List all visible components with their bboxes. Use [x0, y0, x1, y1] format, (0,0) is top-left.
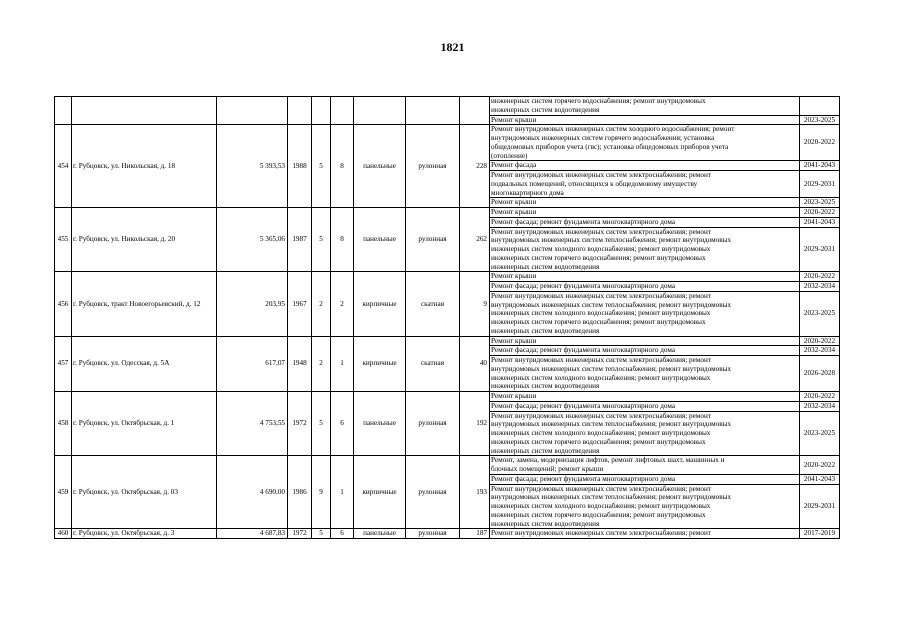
- residents-count: 9: [460, 272, 490, 336]
- work-period: 2041-2043: [800, 161, 840, 171]
- work-description: [490, 346, 800, 356]
- work-line: Ремонт фасада; ремонт фундамента многоквартирного дома: [491, 282, 676, 290]
- total-area: 5 365,06: [217, 208, 288, 272]
- work-period: 2023-2025: [800, 411, 840, 456]
- table-row: [55, 336, 840, 346]
- residents-count: 192: [460, 392, 490, 456]
- work-period: 2029-2031: [800, 227, 840, 272]
- floors-count: 5: [312, 208, 331, 272]
- entrances-count: 8: [331, 208, 354, 272]
- work-line: Ремонт крыши: [491, 336, 537, 345]
- address: г. Рубцовск, ул. Октябрьская, д. 03: [72, 456, 217, 529]
- work-period: 2017-2019: [800, 529, 840, 539]
- work-period: 2032-2034: [800, 282, 840, 292]
- carryover-cell: [354, 97, 406, 125]
- table-row: [55, 272, 840, 282]
- table-row: [55, 529, 840, 539]
- entrances-count: 1: [331, 456, 354, 529]
- work-line: внутридомовых инженерных систем теплоснабжения; ремонт внутридомовых: [491, 420, 732, 429]
- work-description: [490, 282, 800, 292]
- work-line: инженерных систем водоотведения: [491, 105, 600, 114]
- wall-material: кирпичные: [354, 456, 406, 529]
- work-period: 2029-2031: [800, 171, 840, 198]
- work-line: Ремонт крыши: [491, 198, 537, 207]
- work-line: общедомовых приборов учета (гвс); установка общедомовых приборов учета: [491, 142, 729, 151]
- work-description: [490, 272, 800, 282]
- work-line: Ремонт крыши: [491, 115, 537, 124]
- work-description: [490, 401, 800, 411]
- build-year: 1987: [288, 208, 312, 272]
- total-area: 4 687,83: [217, 529, 288, 539]
- work-line: Ремонт внутридомовых инженерных систем электроснабжения; ремонт: [491, 411, 711, 420]
- work-line: инженерных систем водоотведения: [491, 326, 600, 335]
- carryover-cell: [460, 97, 490, 125]
- build-year: 1988: [288, 125, 312, 208]
- roof-type: скатная: [406, 336, 460, 392]
- residents-count: 187: [460, 529, 490, 539]
- work-line: инженерных систем холодного водоснабжения; ремонт внутридомовых: [491, 502, 711, 510]
- roof-type: скатная: [406, 272, 460, 336]
- work-period: 2023-2025: [800, 198, 840, 208]
- table-row: [55, 125, 840, 161]
- work-description: [490, 411, 800, 456]
- address: г. Рубцовск, ул. Одесская, д. 5А: [72, 336, 217, 392]
- carryover-cell: [288, 97, 312, 125]
- work-line: Ремонт внутридомовых инженерных систем электроснабжения; ремонт: [491, 356, 711, 364]
- carryover-cell: [217, 97, 288, 125]
- work-line: Ремонт внутридомовых инженерных систем электроснабжения; ремонт: [491, 291, 711, 300]
- row-number: 458: [55, 392, 72, 456]
- work-description: [490, 356, 800, 392]
- work-line: Ремонт, замена, модернизация лифтов, ремонт лифтовых шахт, машинных и: [491, 456, 725, 465]
- work-description: [490, 161, 800, 171]
- work-line: Ремонт крыши: [491, 208, 537, 216]
- floors-count: 9: [312, 456, 331, 529]
- floors-count: 5: [312, 529, 331, 539]
- floors-count: 2: [312, 336, 331, 392]
- work-period: 2020-2022: [800, 208, 840, 218]
- wall-material: панельные: [354, 529, 406, 539]
- work-line: внутридомовых инженерных систем теплоснабжения; ремонт внутридомовых: [491, 493, 732, 502]
- carryover-cell: [72, 97, 217, 125]
- work-line: инженерных систем водоотведения: [491, 382, 600, 391]
- work-line: инженерных систем горячего водоснабжения; ремонт внутридомовых: [491, 437, 706, 446]
- roof-type: рулонная: [406, 529, 460, 539]
- row-number: 455: [55, 208, 72, 272]
- work-line: инженерных систем горячего водоснабжения; ремонт внутридомовых: [491, 318, 706, 326]
- floors-count: 2: [312, 272, 331, 336]
- work-period: 2032-2034: [800, 346, 840, 356]
- wall-material: кирпичные: [354, 336, 406, 392]
- total-area: 4 690,00: [217, 456, 288, 529]
- work-line: инженерных систем водоотведения: [491, 446, 600, 455]
- work-period: 2020-2022: [800, 392, 840, 402]
- entrances-count: 8: [331, 125, 354, 208]
- address: г. Рубцовск, ул. Октябрьская, д. 3: [72, 529, 217, 539]
- floors-count: 5: [312, 125, 331, 208]
- total-area: 617,07: [217, 336, 288, 392]
- work-period: [800, 97, 840, 116]
- row-number: 454: [55, 125, 72, 208]
- work-description: [490, 291, 800, 336]
- work-period: 2041-2043: [800, 474, 840, 484]
- address: г. Рубцовск, ул. Октябрьская, д. 1: [72, 392, 217, 456]
- table-row: [55, 392, 840, 402]
- work-period: 2020-2022: [800, 125, 840, 161]
- work-line: Ремонт внутридомовых инженерных систем электроснабжения; ремонт: [491, 171, 711, 179]
- roof-type: рулонная: [406, 456, 460, 529]
- carryover-cell: [312, 97, 331, 125]
- work-line: инженерных систем холодного водоснабжения; ремонт внутридомовых: [491, 429, 711, 437]
- work-description: [490, 97, 800, 116]
- row-number: 460: [55, 529, 72, 539]
- entrances-count: 6: [331, 392, 354, 456]
- total-area: 4 753,55: [217, 392, 288, 456]
- work-line: Ремонт внутридомовых инженерных систем электроснабжения; ремонт: [491, 484, 711, 493]
- row-number: 456: [55, 272, 72, 336]
- work-line: многоквартирного дома: [491, 188, 564, 197]
- work-period: 2020-2022: [800, 336, 840, 346]
- total-area: 5 393,53: [217, 125, 288, 208]
- row-number: 459: [55, 456, 72, 529]
- build-year: 1948: [288, 336, 312, 392]
- work-description: [490, 217, 800, 227]
- work-line: внутридомовых инженерных систем теплоснабжения; ремонт внутридомовых: [491, 300, 732, 309]
- roof-type: рулонная: [406, 208, 460, 272]
- total-area: 203,95: [217, 272, 288, 336]
- work-line: Ремонт фасада; ремонт фундамента многоквартирного дома: [491, 346, 676, 355]
- work-line: Ремонт внутридомовых инженерных систем электроснабжения; ремонт: [491, 529, 711, 538]
- work-description: [490, 456, 800, 475]
- work-description: [490, 198, 800, 208]
- work-line: инженерных систем холодного водоснабжения; ремонт внутридомовых: [491, 373, 711, 382]
- work-description: [490, 529, 800, 539]
- floors-count: 5: [312, 392, 331, 456]
- work-line: инженерных систем холодного водоснабжения; ремонт внутридомовых: [491, 245, 711, 253]
- wall-material: кирпичные: [354, 272, 406, 336]
- work-line: Ремонт внутридомовых инженерных систем электроснабжения; ремонт: [491, 227, 711, 236]
- address: г. Рубцовск, ул. Никольская, д. 20: [72, 208, 217, 272]
- work-description: [490, 227, 800, 272]
- repair-program-table: [54, 96, 840, 539]
- work-description: [490, 115, 800, 125]
- work-description: [490, 484, 800, 529]
- work-description: [490, 392, 800, 402]
- work-period: 2020-2022: [800, 272, 840, 282]
- residents-count: 262: [460, 208, 490, 272]
- work-line: внутридомовых инженерных систем теплоснабжения; ремонт внутридомовых: [491, 364, 732, 373]
- work-description: [490, 336, 800, 346]
- work-line: (отопление): [491, 151, 528, 160]
- residents-count: 193: [460, 456, 490, 529]
- wall-material: панельные: [354, 125, 406, 208]
- work-description: [490, 474, 800, 484]
- work-line: инженерных систем горячего водоснабжения; ремонт внутридомовых: [491, 253, 706, 262]
- entrances-count: 1: [331, 336, 354, 392]
- work-period: 2020-2022: [800, 456, 840, 475]
- build-year: 1972: [288, 392, 312, 456]
- work-line: блочных помещений; ремонт крыши: [491, 465, 604, 473]
- build-year: 1967: [288, 272, 312, 336]
- residents-count: 40: [460, 336, 490, 392]
- wall-material: панельные: [354, 392, 406, 456]
- work-description: [490, 171, 800, 198]
- roof-type: рулонная: [406, 392, 460, 456]
- address: г. Рубцовск, ул. Никольская, д. 18: [72, 125, 217, 208]
- work-line: подвальных помещений, относящихся к общедомовому имуществу: [491, 179, 698, 188]
- row-number: 457: [55, 336, 72, 392]
- work-line: Ремонт фасада; ремонт фундамента многоквартирного дома: [491, 401, 676, 410]
- work-line: инженерных систем горячего водоснабжения; ремонт внутридомовых: [491, 97, 706, 105]
- work-line: Ремонт крыши: [491, 392, 537, 400]
- work-line: Ремонт фасада: [491, 161, 537, 170]
- carryover-cell: [55, 97, 72, 125]
- work-line: инженерных систем холодного водоснабжения; ремонт внутридомовых: [491, 309, 711, 318]
- table-row: [55, 208, 840, 218]
- work-period: 2029-2031: [800, 484, 840, 529]
- roof-type: рулонная: [406, 125, 460, 208]
- work-description: [490, 125, 800, 161]
- work-line: инженерных систем водоотведения: [491, 519, 600, 528]
- address: г. Рубцовск, тракт Новоегорьевский, д. 12: [72, 272, 217, 336]
- work-period: 2041-2043: [800, 217, 840, 227]
- work-period: 2023-2025: [800, 291, 840, 336]
- work-period: 2026-2028: [800, 356, 840, 392]
- entrances-count: 6: [331, 529, 354, 539]
- table-row: [55, 97, 840, 116]
- carryover-cell: [406, 97, 460, 125]
- work-line: внутридомовых инженерных систем теплоснабжения; ремонт внутридомовых: [491, 236, 732, 245]
- entrances-count: 2: [331, 272, 354, 336]
- work-description: [490, 208, 800, 218]
- build-year: 1972: [288, 529, 312, 539]
- wall-material: панельные: [354, 208, 406, 272]
- work-period: 2023-2025: [800, 115, 840, 125]
- residents-count: 228: [460, 125, 490, 208]
- work-line: Ремонт фасада; ремонт фундамента многоквартирного дома: [491, 217, 676, 226]
- work-line: инженерных систем горячего водоснабжения; ремонт внутридомовых: [491, 510, 706, 519]
- work-line: Ремонт фасада; ремонт фундамента многоквартирного дома: [491, 474, 676, 483]
- build-year: 1986: [288, 456, 312, 529]
- work-line: инженерных систем водоотведения: [491, 262, 600, 271]
- table-row: [55, 456, 840, 475]
- work-period: 2032-2034: [800, 401, 840, 411]
- page-number: 1821: [440, 40, 465, 54]
- work-line: Ремонт крыши: [491, 272, 537, 281]
- carryover-cell: [331, 97, 354, 125]
- work-line: внутридомовых инженерных систем горячего водоснабжения; установка: [491, 134, 715, 142]
- work-line: Ремонт внутридомовых инженерных систем холодного водоснабжения; ремонт: [491, 125, 735, 134]
